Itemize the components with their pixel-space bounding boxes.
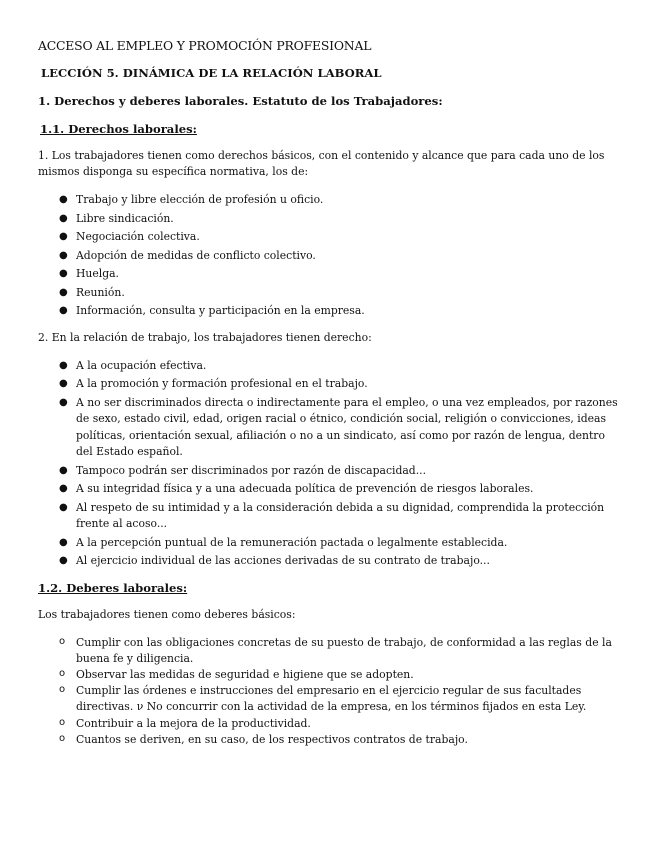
- bullet-icon: ●: [59, 305, 68, 316]
- rights-title: 1.1. Derechos laborales:: [40, 122, 197, 136]
- list-item: [59, 683, 620, 715]
- section-title: 1. Derechos y deberes laborales. Estatuto de los Trabajadores:: [38, 94, 443, 108]
- list-item: [59, 266, 620, 283]
- bullet-icon: ●: [59, 268, 68, 279]
- list-item: [59, 500, 620, 533]
- list-item-text: Huelga.: [76, 267, 119, 280]
- list-item: [59, 192, 620, 209]
- bullet-icon: ●: [59, 231, 68, 242]
- list-item: [59, 285, 620, 302]
- list-item-text: A la ocupación efectiva.: [76, 358, 207, 372]
- bullet-icon: ●: [59, 555, 68, 566]
- duties-intro: Los trabajadores tienen como deberes básicos:: [38, 607, 296, 621]
- list-item-text: Cumplir las órdenes e instrucciones del empresario en el ejercicio regular de sus facultades directivas. ν No concurrir con la actividad de la empresa, en los términos fijados en esta Ley.: [76, 684, 587, 714]
- list-item: [59, 248, 620, 265]
- list-item-text: Cumplir con las obligaciones concretas de su puesto de trabajo, de conformidad a las reglas de la buena fe y diligencia.: [76, 635, 612, 665]
- list-item: [59, 229, 620, 246]
- list-item-text: Negociación colectiva.: [76, 230, 200, 243]
- list-item: [59, 358, 620, 375]
- rights-paragraph-2: 2. En la relación de trabajo, los trabajadores tienen derecho:: [38, 330, 372, 344]
- circle-bullet-icon: o: [59, 635, 66, 647]
- list-item-text: A su integridad física y a una adecuada política de prevención de riesgos laborales.: [76, 482, 534, 495]
- list-item-text: Adopción de medidas de conflicto colectivo.: [76, 248, 316, 262]
- list-item-text: Tampoco podrán ser discriminados por razón de discapacidad...: [76, 463, 426, 477]
- rights-paragraph-1: 1. Los trabajadores tienen como derechos básicos, con el contenido y alcance que para cada uno de los mismos disponga su específica normativa, los de:: [38, 149, 605, 178]
- circle-bullet-icon: o: [59, 684, 66, 696]
- list-item: [59, 395, 620, 461]
- bullet-icon: ●: [59, 249, 68, 261]
- list-item: [59, 667, 620, 683]
- course-title: ACCESO AL EMPLEO Y PROMOCIÓN PROFESIONAL: [38, 38, 372, 53]
- duties-title: 1.2. Deberes laborales:: [38, 580, 188, 595]
- list-item-text: Observar las medidas de seguridad e higiene que se adopten.: [76, 667, 414, 681]
- list-item: [59, 481, 620, 498]
- list-item: [59, 716, 620, 732]
- rights-list-1: [38, 192, 620, 320]
- bullet-icon: ●: [59, 536, 68, 548]
- duties-list: [38, 635, 620, 748]
- list-item-text: Cuantos se deriven, en su caso, de los respectivos contratos de trabajo.: [76, 732, 468, 746]
- bullet-icon: ●: [59, 396, 68, 408]
- list-item: [59, 303, 620, 320]
- list-item: [59, 376, 620, 393]
- list-item-text: A la percepción puntual de la remuneración pactada o legalmente establecida.: [76, 535, 508, 549]
- circle-bullet-icon: o: [59, 732, 66, 744]
- list-item-text: Reunión.: [76, 285, 125, 299]
- bullet-icon: ●: [59, 286, 68, 298]
- list-item: [59, 732, 620, 748]
- list-item: [59, 553, 620, 570]
- document-page: [38, 38, 620, 748]
- bullet-icon: ●: [59, 483, 68, 494]
- list-item-text: Al ejercicio individual de las acciones derivadas de su contrato de trabajo...: [76, 554, 490, 567]
- bullet-icon: ●: [59, 212, 68, 224]
- list-item-text: A la promoción y formación profesional en el trabajo.: [76, 377, 368, 390]
- list-item-text: Al respeto de su intimidad y a la consideración debida a su dignidad, comprendida la protección frente al acoso...: [76, 500, 605, 530]
- lesson-title: LECCIÓN 5. DINÁMICA DE LA RELACIÓN LABORAL: [41, 66, 382, 80]
- bullet-icon: ●: [59, 464, 68, 476]
- list-item: [59, 535, 620, 552]
- circle-bullet-icon: o: [59, 716, 66, 728]
- bullet-icon: ●: [59, 378, 68, 389]
- list-item-text: Trabajo y libre elección de profesión u oficio.: [76, 193, 324, 206]
- list-item: [59, 635, 620, 667]
- rights-list-2: [38, 358, 620, 570]
- circle-bullet-icon: o: [59, 667, 66, 679]
- bullet-icon: ●: [59, 501, 68, 513]
- list-item-text: Información, consulta y participación en la empresa.: [76, 304, 365, 317]
- bullet-icon: ●: [59, 359, 68, 371]
- bullet-icon: ●: [59, 194, 68, 205]
- list-item-text: Libre sindicación.: [76, 211, 174, 225]
- list-item: [59, 211, 620, 228]
- list-item: [59, 463, 620, 480]
- list-item-text: Contribuir a la mejora de la productividad.: [76, 716, 311, 730]
- list-item-text: A no ser discriminados directa o indirectamente para el empleo, o una vez empleados, por razones de sexo, estado civil, edad, origen racial o étnico, condición social, religión o convicciones, ideas políticas, orientación sexual, afiliación o no a un sindicato, así como por razón de lengua, dentro del Estado español.: [76, 395, 618, 458]
